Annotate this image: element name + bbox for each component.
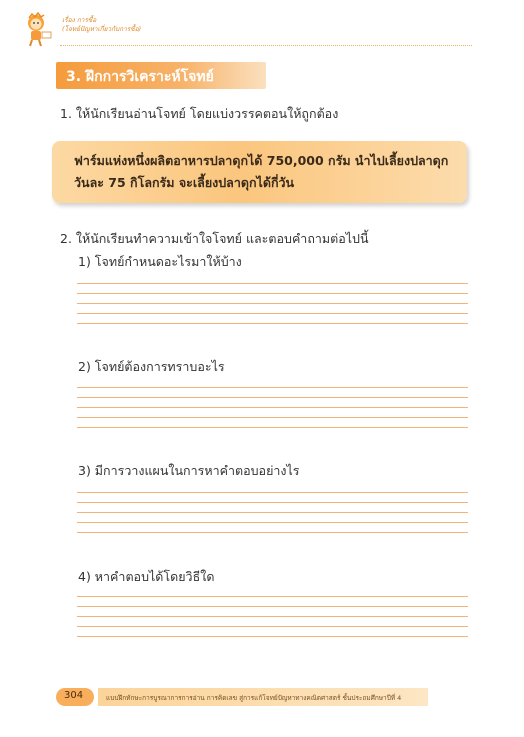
header-divider	[60, 45, 472, 46]
answer-lines-3[interactable]	[77, 492, 468, 542]
answer-lines-2[interactable]	[77, 387, 468, 437]
header-text	[62, 16, 141, 34]
page-number: 304	[64, 690, 84, 701]
kid-mascot-icon	[22, 12, 56, 48]
sub-question-3: 3) มีการวางแผนในการหาคำตอบอย่างไร	[78, 463, 300, 478]
sub-question-2: 2) โจทย์ต้องการทราบอะไร	[78, 359, 225, 374]
header-subtopic: (โจทย์ปัญหาเกี่ยวกับการซื้อ)	[62, 25, 142, 33]
answer-lines-4[interactable]	[77, 596, 468, 646]
problem-line-1: ฟาร์มแห่งหนึ่งผลิตอาหารปลาดุกได้ 750,000 กรัม นำไปเลี้ยงปลาดุก	[74, 153, 449, 168]
sub-question-1: 1) โจทย์กำหนดอะไรมาให้บ้าง	[78, 254, 242, 269]
page-header	[22, 12, 472, 50]
answer-lines-1[interactable]	[77, 283, 468, 333]
question-1: 1. ให้นักเรียนอ่านโจทย์ โดยแบ่งวรรคตอนให้ถูกต้อง	[60, 106, 339, 121]
header-topic: เรื่อง การซื้อ	[62, 16, 97, 24]
footer-book-title: แบบฝึกทักษะการบูรณาการการอ่าน การคิดเลข สู่การแก้โจทย์ปัญหาทางคณิตศาสตร์ ชั้นประถมศึกษาปีที่ 4	[106, 694, 402, 702]
question-2: 2. ให้นักเรียนทำความเข้าใจโจทย์ และตอบคำถามต่อไปนี้	[60, 231, 369, 246]
section-title: 3. ฝึกการวิเคราะห์โจทย์	[66, 69, 214, 85]
problem-text	[74, 150, 464, 194]
problem-line-2: วันละ 75 กิโลกรัม จะเลี้ยงปลาดุกได้กี่วัน	[74, 175, 295, 190]
sub-question-4: 4) หาคำตอบได้โดยวิธีใด	[78, 569, 215, 584]
